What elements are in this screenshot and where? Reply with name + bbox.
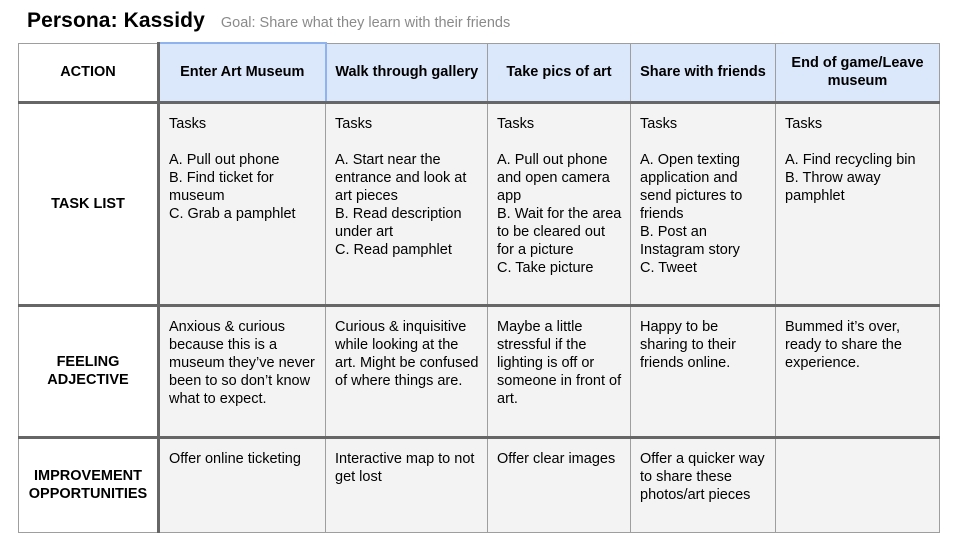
journey-map-table <box>18 42 940 533</box>
cell-improvement-enter-art-museum[interactable]: Offer online ticketing <box>159 437 326 532</box>
header <box>27 9 510 39</box>
persona-title: Persona: Kassidy <box>27 9 205 32</box>
cell-improvement-walk-through-gallery[interactable]: Interactive map to not get lost <box>326 437 488 532</box>
cell-feeling-enter-art-museum[interactable]: Anxious & curious because this is a museum they’ve never been to so don’t know what to expect. <box>159 305 326 437</box>
header-row <box>19 43 940 102</box>
cell-task-list-share-with-friends[interactable]: Tasks A. Open texting application and send pictures to friends B. Post an Instagram story C. Tweet <box>631 102 776 305</box>
column-header-take-pics-of-art[interactable]: Take pics of art <box>488 43 631 102</box>
cell-feeling-take-pics-of-art[interactable]: Maybe a little stressful if the lighting is off or someone in front of art. <box>488 305 631 437</box>
table-row-task-list <box>19 102 940 305</box>
column-header-walk-through-gallery[interactable]: Walk through gallery <box>326 43 488 102</box>
row-header-task-list: TASK LIST <box>19 102 159 305</box>
persona-goal: Goal: Share what they learn with their friends <box>220 15 511 31</box>
table-row-improvement-opportunities <box>19 437 940 532</box>
row-header-improvement-opportunities: IMPROVEMENT OPPORTUNITIES <box>19 437 159 532</box>
cell-feeling-walk-through-gallery[interactable]: Curious & inquisitive while looking at the art. Might be confused of where things are. <box>326 305 488 437</box>
row-header-feeling-adjective: FEELING ADJECTIVE <box>19 305 159 437</box>
column-header-action: ACTION <box>19 43 159 102</box>
cell-feeling-end-of-game[interactable]: Bummed it’s over, ready to share the experience. <box>776 305 940 437</box>
cell-feeling-share-with-friends[interactable]: Happy to be sharing to their friends online. <box>631 305 776 437</box>
column-header-enter-art-museum[interactable]: Enter Art Museum <box>159 43 326 102</box>
column-header-share-with-friends[interactable]: Share with friends <box>631 43 776 102</box>
cell-task-list-take-pics-of-art[interactable]: Tasks A. Pull out phone and open camera app B. Wait for the area to be cleared out for a picture C. Take picture <box>488 102 631 305</box>
cell-task-list-enter-art-museum[interactable]: Tasks A. Pull out phone B. Find ticket for museum C. Grab a pamphlet <box>159 102 326 305</box>
cell-task-list-end-of-game[interactable]: Tasks A. Find recycling bin B. Throw away pamphlet <box>776 102 940 305</box>
column-header-end-of-game[interactable]: End of game/Leave museum <box>776 43 940 102</box>
cell-improvement-share-with-friends[interactable]: Offer a quicker way to share these photos/art pieces <box>631 437 776 532</box>
table-row-feeling-adjective <box>19 305 940 437</box>
cell-task-list-walk-through-gallery[interactable]: Tasks A. Start near the entrance and look at art pieces B. Read description under art C. Read pamphlet <box>326 102 488 305</box>
cell-improvement-take-pics-of-art[interactable]: Offer clear images <box>488 437 631 532</box>
cell-improvement-end-of-game[interactable] <box>776 437 940 532</box>
